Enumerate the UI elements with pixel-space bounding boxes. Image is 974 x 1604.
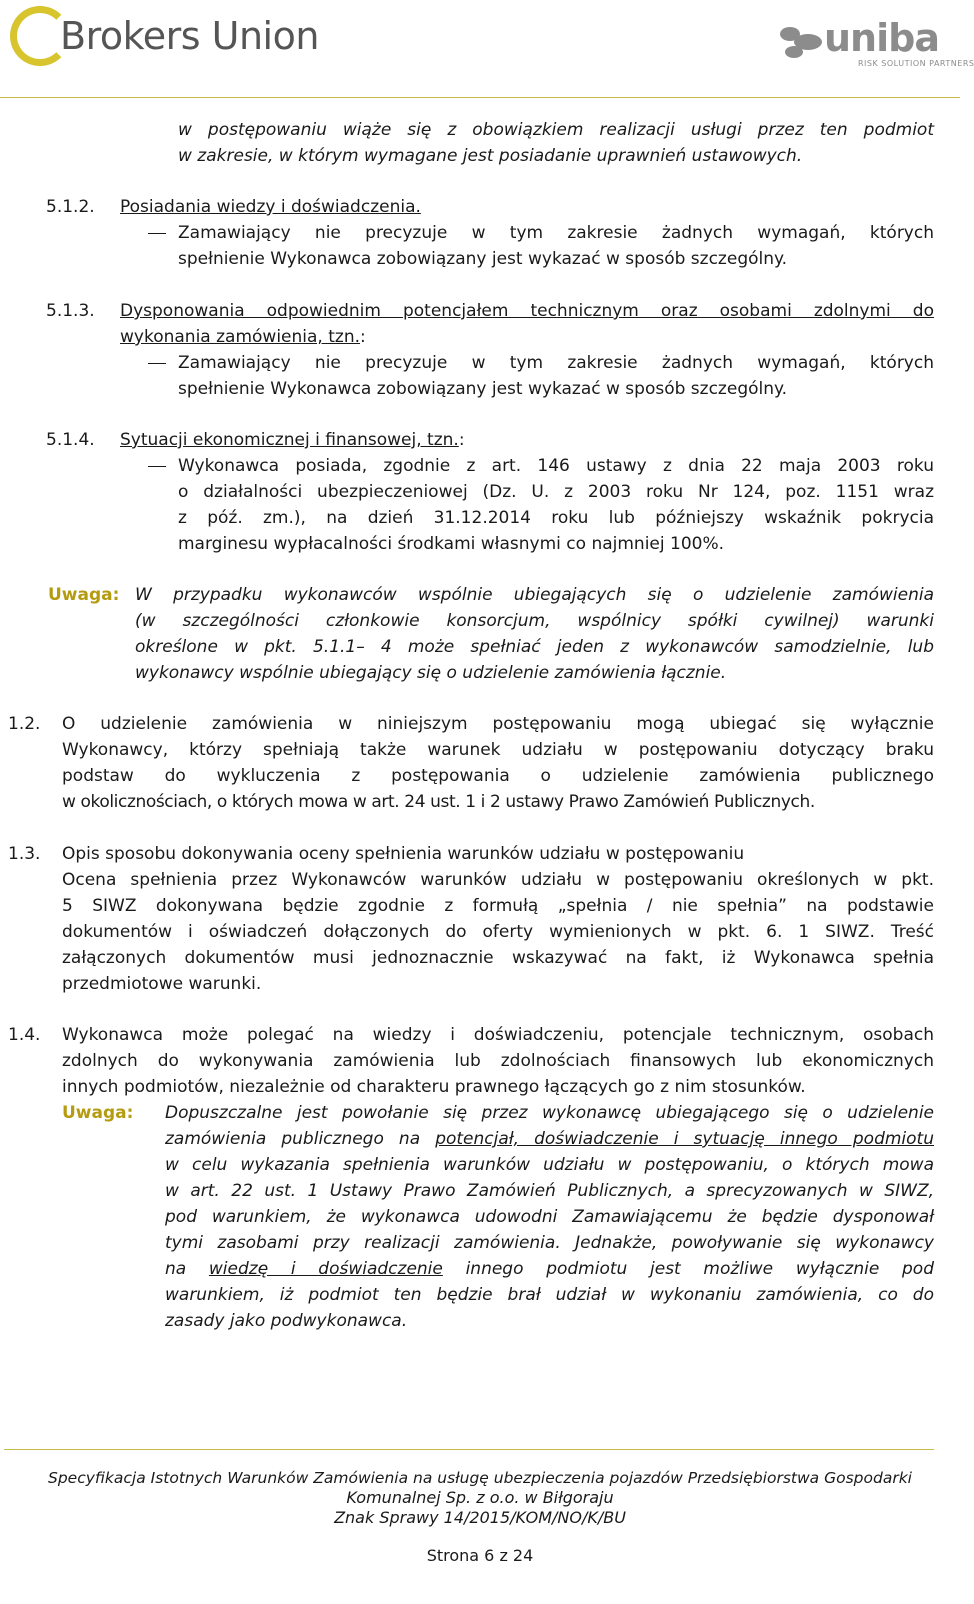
body-text-line: spełnienie Wykonawca zobowiązany jest wykazać w sposób szczególny. [178, 249, 788, 269]
body-text-line [165, 1256, 934, 1282]
brokers-union-logo [10, 6, 319, 74]
underlined-phrase: wiedzę i doświadczenie [208, 1259, 443, 1279]
dash-bullet [148, 233, 166, 234]
body-text-line: marginesu wypłacalności środkami własnymi co najmniej 100%. [178, 534, 725, 554]
section-heading: Opis sposobu dokonywania oceny spełnienia warunków udziału w postępowaniu [62, 844, 745, 864]
body-text-line: Dopuszczalne jest powołanie się przez wykonawcę ubiegającego się o udzielenie [165, 1103, 934, 1123]
footer-divider [4, 1449, 934, 1450]
body-text-line: podstaw do wykluczenia z postępowania o udzielenie zamówienia publicznego [62, 766, 934, 786]
footer-title-line: Komunalnej Sp. z o.o. w Biłgoraju [346, 1488, 614, 1507]
body-text-span: na [165, 1259, 209, 1279]
body-text-line: Wykonawca posiada, zgodnie z art. 146 ustawy z dnia 22 maja 2003 roku [178, 456, 934, 476]
body-text-line: załączonych dokumentów musi jednoznacznie wskazywać na fakt, iż Wykonawca spełnia [62, 948, 934, 968]
body-text-line: przedmiotowe warunki. [62, 974, 262, 994]
body-text-line: w celu wykazania spełnienia warunków udziału w postępowaniu, o których mowa [165, 1155, 934, 1175]
body-text-line: w zakresie, w którym wymagane jest posiadanie uprawnień ustawowych. [178, 146, 803, 166]
section-number: 5.1.4. [46, 430, 95, 450]
footer-title-line: Specyfikacja Istotnych Warunków Zamówienia na usługę ubezpieczenia pojazdów Przedsiębiorstwa Gospodarki [47, 1469, 912, 1487]
uwaga-label: Uwaga: [48, 585, 120, 605]
section-title-colon: : [458, 430, 465, 450]
uwaga-label: Uwaga: [62, 1103, 134, 1123]
section-number: 1.4. [8, 1025, 41, 1045]
body-text-line: innych podmiotów, niezależnie od charakteru prawnego łączących go z nim stosunków. [62, 1077, 806, 1097]
uniba-tagline: RISK SOLUTION PARTNERS [858, 59, 974, 68]
uniba-wordmark: uniba [824, 16, 939, 60]
body-text-line: określone w pkt. 5.1.1– 4 może spełniać jeden z wykonawców samodzielnie, lub [135, 637, 934, 657]
body-text-line: warunkiem, iż podmiot ten będzie brał udział w wykonaniu zamówienia, co do [165, 1285, 934, 1305]
uniba-logo [778, 14, 974, 74]
section-number: 5.1.2. [46, 197, 95, 217]
body-text-line: w postępowaniu wiąże się z obowiązkiem realizacji usługi przez ten podmiot [178, 120, 934, 140]
body-text-line: Zamawiający nie precyzuje w tym zakresie żadnych wymagań, których [178, 223, 934, 243]
body-text-line: w okolicznościach, o których mowa w art. 24 ust. 1 i 2 ustawy Prawo Zamówień Publicznych. [62, 792, 815, 812]
footer-reference: Znak Sprawy 14/2015/KOM/NO/K/BU [334, 1508, 626, 1527]
section-title-text: wykonania zamówienia, tzn. [120, 327, 360, 347]
body-text-line: dokumentów i oświadczeń dołączonych do oferty wymienionych w pkt. 6. 1 SIWZ. Treść [62, 922, 934, 942]
body-text-line [165, 1126, 934, 1152]
header-divider [0, 97, 960, 98]
dash-bullet [148, 466, 166, 467]
body-text-line: tymi zasobami przy realizacji zamówienia. Jednakże, powoływanie się wykonawcy [165, 1233, 934, 1253]
body-text-line: wykonawcy wspólnie ubiegający się o udzielenie zamówienia łącznie. [135, 663, 727, 683]
body-text-line: W przypadku wykonawców wspólnie ubiegających się o udzielenie zamówienia [135, 585, 934, 605]
body-text-line: Zamawiający nie precyzuje w tym zakresie żadnych wymagań, których [178, 353, 934, 373]
section-number: 5.1.3. [46, 301, 95, 321]
body-text-line: o działalności ubezpieczeniowej (Dz. U. z 2003 roku Nr 124, poz. 1151 wraz [178, 482, 934, 502]
brokers-union-wordmark: Brokers Union [60, 14, 319, 58]
section-title-cont [120, 324, 366, 350]
body-text-line: Wykonawcy, którzy spełniają także warunek udziału w postępowaniu dotyczący braku [62, 740, 934, 760]
underlined-phrase: potencjał, doświadczenie i sytuację innego podmiotu [435, 1129, 934, 1149]
uniba-dots-icon [778, 22, 828, 62]
body-text-line: (w szczególności członkowie konsorcjum, wspólnicy spółki cywilnej) warunki [135, 611, 934, 631]
body-text-line: zasady jako podwykonawca. [165, 1311, 408, 1331]
body-text-line: Ocena spełnienia przez Wykonawców warunków udziału w postępowaniu określonych w pkt. [62, 870, 934, 890]
body-text-span: zamówienia publicznego na [165, 1129, 436, 1149]
body-text-line: w art. 22 ust. 1 Ustawy Prawo Zamówień Publicznych, a sprecyzowanych w SIWZ, [165, 1181, 934, 1201]
body-text-line: zdolnych do wykonywania zamówienia lub zdolnościach finansowych lub ekonomicznych [62, 1051, 934, 1071]
page-number: Strona 6 z 24 [426, 1546, 534, 1565]
section-title-colon: : [360, 327, 366, 347]
section-title-text: Sytuacji ekonomicznej i finansowej, tzn. [120, 430, 459, 450]
body-text-line: O udzielenie zamówienia w niniejszym postępowaniu mogą ubiegać się wyłącznie [62, 714, 934, 734]
section-number: 1.3. [8, 844, 41, 864]
body-text-line: z póź. zm.), na dzień 31.12.2014 roku lub późniejszy wskaźnik pokrycia [178, 508, 934, 528]
section-title: Posiadania wiedzy i doświadczenia. [120, 197, 421, 217]
section-title [120, 427, 465, 453]
section-number: 1.2. [8, 714, 41, 734]
body-text-line: 5 SIWZ dokonywana będzie zgodnie z formułą „spełnia / nie spełnia” na podstawie [62, 896, 934, 916]
body-text-line: Wykonawca może polegać na wiedzy i doświadczeniu, potencjale technicznym, osobach [62, 1025, 934, 1045]
body-text-line: spełnienie Wykonawca zobowiązany jest wykazać w sposób szczególny. [178, 379, 788, 399]
body-text-line: pod warunkiem, że wykonawca udowodni Zamawiającemu że będzie dysponował [165, 1207, 934, 1227]
body-text-span: innego podmiotu jest możliwe wyłącznie pod [442, 1259, 934, 1279]
section-title: Dysponowania odpowiednim potencjałem technicznym oraz osobami zdolnymi do [120, 301, 934, 321]
dash-bullet [148, 363, 166, 364]
page-header [0, 0, 974, 100]
